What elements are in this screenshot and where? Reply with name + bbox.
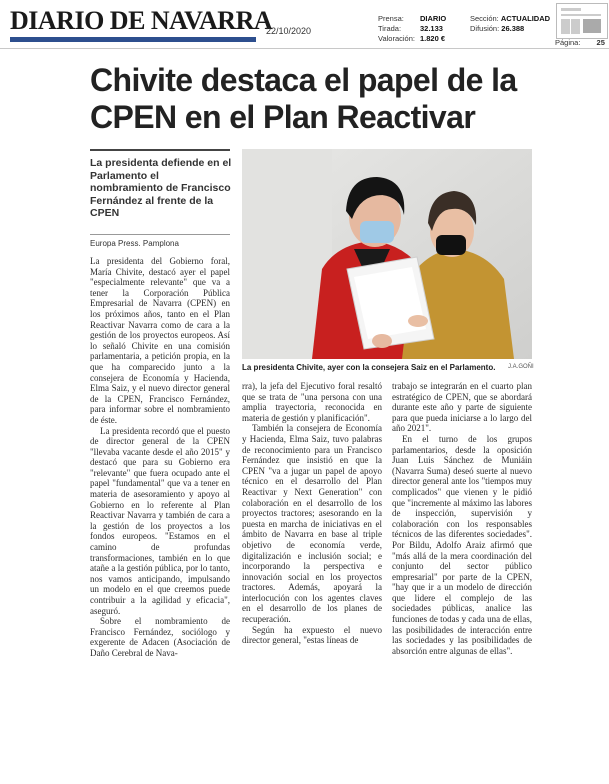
paragraph: rra), la jefa del Ejecutivo foral resaltó que se trata de "una persona con una amplia trayectoria, reconocida en materia de gestión y planificación". bbox=[242, 381, 382, 423]
subhead-rule bbox=[90, 149, 230, 151]
article-source: Europa Press. Pamplona bbox=[90, 239, 179, 248]
page-number: Página: 25 bbox=[555, 38, 605, 47]
paragraph: La presidenta del Gobierno foral, María Chivite, destacó ayer el papel "especialmente relevante" que va a tener la Corporación Pública Empresarial de Navarra (CPEN) en los próximos años, tanto en el Plan Reactivar Navarra como de cara a la gestión de los proyectos europeos. Así lo señaló Chivite en una comisión parlamentaria, a petición propia, en la que ha comparecido junto a la consejera de Economía y Hacienda, Elma Saiz, y el nuevo director general de la CPEN, Francisco Fernández, para informar sobre el nombramiento de éste. bbox=[90, 256, 230, 425]
paragraph: Sobre el nombramiento de Francisco Fernández, sociólogo y exgerente de Adacen (Asociación de Daño Cerebral de Nava- bbox=[90, 616, 230, 658]
page-thumbnail[interactable] bbox=[556, 3, 608, 39]
photo-caption: La presidenta Chivite, ayer con la consejera Saiz en el Parlamento. bbox=[242, 363, 496, 372]
photo-credit: J.A.GOÑI bbox=[508, 364, 534, 370]
article-column-1 bbox=[90, 256, 230, 659]
paragraph: Según ha expuesto el nuevo director general, "estas líneas de bbox=[242, 624, 382, 646]
meta-prensa-value: DIARIO bbox=[420, 14, 447, 23]
meta-tirada-value: 32.133 bbox=[420, 24, 443, 33]
article-column-3 bbox=[392, 381, 532, 656]
paragraph: En el turno de los grupos parlamentarios, desde la oposición Juan Luis Sánchez de Muniáin (Navarra Suma) deseó suerte al nuevo director general ante los "tiempos muy complicados" que vienen y le pidió que "incremente al máximo las labores de inspección, supervisión y colaboración con los responsables técnicos de las diferentes sociedades". Por Bildu, Adolfo Araiz afirmó que "más allá de la mera coordinación del conjunto del sector público empresarial" por parte de la CPEN, "hay que ir a un modelo de dirección que lidere el complejo de las sociedades públicas, analice las funciones de todas y cada una de ellas, las posibilidades de interacción entre las sociedades y las posibilidades de absorción entre algunas de ellas". bbox=[392, 433, 532, 656]
meta-seccion: Sección: ACTUALIDAD bbox=[470, 14, 551, 23]
masthead-logo: DIARIO DE NAVARRA bbox=[10, 6, 273, 35]
meta-valoracion: Valoración: bbox=[378, 34, 415, 43]
paragraph: También la consejera de Economía y Hacienda, Elma Saiz, tuvo palabras de reconocimiento para un Francisco Fernández que insistió en que la CPEN "va a jugar un papel de apoyo técnico en el desarrollo del Plan Reactivar y Next Generation" con colaboración en el desarrollo de los proyectos tractores; asesorando en la puesta en marcha de iniciativas en el ámbito de Navarra en base al triple objetivo de economía verde, digitalización e inclusión social; e incorporando la perspectiva e innovación social en los proyectos tractores. Además, apoyará la interlocución con los agentes claves en el desarrollo de los planes de recuperación. bbox=[242, 423, 382, 625]
meta-tirada: Tirada: bbox=[378, 24, 402, 33]
masthead-bar bbox=[10, 37, 256, 42]
paragraph: La presidenta recordó que el puesto de director general de la CPEN "llevaba vacante desde el año 2015" y destacó que para su Gobierno era "relevante" que fuera ocupado ante el papel "fundamental" que va a tener en materia de asesoramiento y apoyo al Gobierno en lo referente al Plan Reactivar Navarra y también de cara a la gestión de los proyectos a los fondos europeos. "Estamos en el camino de profundas transformaciones, también en lo que atañe a la gestión pública, por lo tanto, nos vamos anticipando, impulsando un modelo en el que creemos puede contribuir a la agilidad y eficacia", aseguró. bbox=[90, 425, 230, 616]
paragraph: trabajo se integrarán en el cuarto plan estratégico de CPEN, que se abordará durante este año y parte de siguiente para que pueda iniciarse a lo largo del año 2021". bbox=[392, 381, 532, 434]
photo-illustration bbox=[242, 149, 532, 359]
meta-prensa: Prensa: bbox=[378, 14, 404, 23]
article-headline: Chivite destaca el papel de la CPEN en el Plan Reactivar bbox=[90, 62, 517, 135]
header-divider bbox=[0, 48, 609, 49]
article-photo bbox=[242, 149, 532, 359]
article-column-2 bbox=[242, 381, 382, 646]
article-subhead: La presidenta defiende en el Parlamento el nombramiento de Francisco Fernández al frente de la CPEN bbox=[90, 157, 232, 219]
source-rule bbox=[90, 234, 230, 235]
publication-date: 22/10/2020 bbox=[266, 26, 312, 36]
meta-valoracion-value: 1.820 € bbox=[420, 34, 446, 43]
meta-difusion: Difusión: 26.388 bbox=[470, 24, 525, 33]
